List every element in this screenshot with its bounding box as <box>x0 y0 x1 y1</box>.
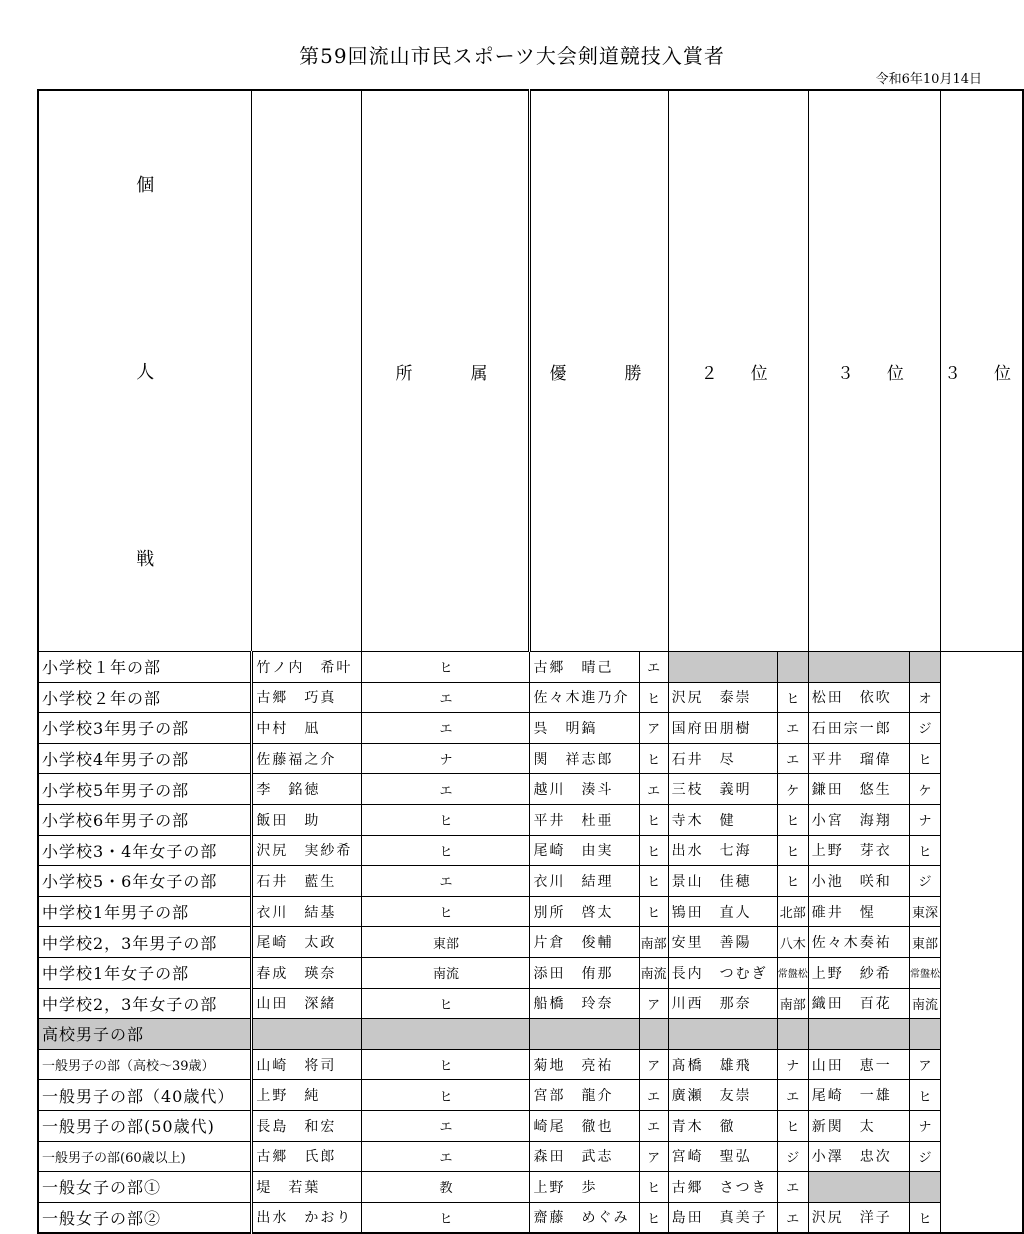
spacer-column <box>252 90 362 652</box>
side-label-char: 人 <box>136 361 155 383</box>
division-cell: 高校男子の部 <box>38 1019 252 1050</box>
third-a-name: 国府田朋樹 <box>668 713 777 744</box>
header-dept: 所 属 <box>362 90 530 652</box>
second-affiliation: ア <box>639 988 668 1019</box>
header-third-a: ３ 位 <box>808 90 940 652</box>
first-affiliation: ヒ <box>362 1049 530 1080</box>
third-b-name <box>808 652 909 683</box>
second-name: 添田 侑那 <box>530 957 639 988</box>
third-b-affiliation: 常盤松 <box>909 957 940 988</box>
side-label-char: 戦 <box>136 548 155 570</box>
header-first: 優 勝 <box>530 90 668 652</box>
third-a-name: 古郷 さつき <box>668 1172 777 1203</box>
table-row <box>38 896 1023 927</box>
second-name: 宮部 龍介 <box>530 1080 639 1111</box>
side-label <box>42 91 248 651</box>
second-affiliation: エ <box>639 1110 668 1141</box>
third-a-name <box>668 652 777 683</box>
third-a-name: 寺木 健 <box>668 804 777 835</box>
third-a-name: 沢尻 泰崇 <box>668 682 777 713</box>
first-name: 沢尻 実紗希 <box>252 835 362 866</box>
division-cell: 中学校2，3年女子の部 <box>38 988 252 1019</box>
table-row <box>38 1141 1023 1172</box>
third-a-name: 青木 徹 <box>668 1110 777 1141</box>
table-row <box>38 1019 1023 1050</box>
second-affiliation: エ <box>639 774 668 805</box>
third-b-affiliation: ジ <box>909 1141 940 1172</box>
second-name: 平井 杜亜 <box>530 804 639 835</box>
first-affiliation: エ <box>362 713 530 744</box>
third-b-name: 新関 太 <box>808 1110 909 1141</box>
second-affiliation: エ <box>639 1080 668 1111</box>
third-b-affiliation: 東深 <box>909 896 940 927</box>
division-cell: 一般男子の部（高校～39歳） <box>38 1049 252 1080</box>
third-b-name: 小澤 忠次 <box>808 1141 909 1172</box>
division-cell: 一般男子の部（40歳代） <box>38 1080 252 1111</box>
event-date: 令和6年10月14日 <box>875 72 982 87</box>
division-cell: 小学校１年の部 <box>38 652 252 683</box>
first-affiliation <box>362 1019 530 1050</box>
third-a-affiliation: エ <box>777 1202 808 1233</box>
first-name <box>252 1019 362 1050</box>
third-a-affiliation: 常盤松 <box>777 957 808 988</box>
third-b-affiliation: ジ <box>909 866 940 897</box>
third-b-affiliation <box>909 1019 940 1050</box>
first-name: 春成 瑛奈 <box>252 957 362 988</box>
division-cell: 小学校２年の部 <box>38 682 252 713</box>
third-b-name: 小池 咲和 <box>808 866 909 897</box>
third-b-name: 沢尻 洋子 <box>808 1202 909 1233</box>
third-a-name: 髙橋 雄飛 <box>668 1049 777 1080</box>
second-name: 呉 明鎬 <box>530 713 639 744</box>
second-affiliation: ア <box>639 713 668 744</box>
page-title: 第59回流山市民スポーツ大会剣道競技入賞者 <box>299 44 725 68</box>
third-a-affiliation: エ <box>777 1172 808 1203</box>
third-b-name: 尾崎 一雄 <box>808 1080 909 1111</box>
first-name: 佐藤福之介 <box>252 743 362 774</box>
third-b-affiliation: ジ <box>909 713 940 744</box>
third-b-affiliation: ナ <box>909 804 940 835</box>
header-second: ２ 位 <box>668 90 808 652</box>
first-name: 石井 藍生 <box>252 866 362 897</box>
third-b-affiliation: ア <box>909 1049 940 1080</box>
division-cell: 小学校3・4年女子の部 <box>38 835 252 866</box>
first-affiliation: ヒ <box>362 804 530 835</box>
first-name: 中村 凪 <box>252 713 362 744</box>
division-cell: 中学校1年女子の部 <box>38 957 252 988</box>
second-name: 関 祥志郎 <box>530 743 639 774</box>
second-name: 佐々木進乃介 <box>530 682 639 713</box>
table-row <box>38 743 1023 774</box>
third-b-affiliation <box>909 652 940 683</box>
third-a-affiliation: ヒ <box>777 866 808 897</box>
third-a-name: 宮崎 聖弘 <box>668 1141 777 1172</box>
third-a-affiliation: ヒ <box>777 835 808 866</box>
first-name: 堤 若葉 <box>252 1172 362 1203</box>
third-b-name: 佐々木奏祐 <box>808 927 909 958</box>
first-name: 山崎 将司 <box>252 1049 362 1080</box>
third-a-affiliation <box>777 652 808 683</box>
first-affiliation: ヒ <box>362 835 530 866</box>
division-cell: 小学校6年男子の部 <box>38 804 252 835</box>
division-cell: 中学校1年男子の部 <box>38 896 252 927</box>
first-name: 山田 深緒 <box>252 988 362 1019</box>
third-a-name: 鴇田 直人 <box>668 896 777 927</box>
results-table <box>37 89 1024 1234</box>
third-b-name: 石田宗一郎 <box>808 713 909 744</box>
table-row <box>38 1110 1023 1141</box>
second-affiliation: ヒ <box>639 866 668 897</box>
third-a-affiliation: ヒ <box>777 804 808 835</box>
third-b-name: 鎌田 悠生 <box>808 774 909 805</box>
third-a-name: 長内 つむぎ <box>668 957 777 988</box>
third-a-name: 廣瀬 友崇 <box>668 1080 777 1111</box>
third-a-affiliation: ヒ <box>777 682 808 713</box>
division-cell: 小学校5・6年女子の部 <box>38 866 252 897</box>
second-affiliation: エ <box>639 652 668 683</box>
second-name: 上野 歩 <box>530 1172 639 1203</box>
first-affiliation: ヒ <box>362 652 530 683</box>
division-cell: 一般男子の部(60歳以上) <box>38 1141 252 1172</box>
first-name: 李 銘徳 <box>252 774 362 805</box>
third-a-affiliation: エ <box>777 743 808 774</box>
table-row <box>38 1080 1023 1111</box>
third-b-name: 上野 紗希 <box>808 957 909 988</box>
division-cell: 中学校2，3年男子の部 <box>38 927 252 958</box>
third-b-affiliation: オ <box>909 682 940 713</box>
third-b-name: 織田 百花 <box>808 988 909 1019</box>
first-affiliation: ヒ <box>362 1080 530 1111</box>
second-affiliation: ア <box>639 1049 668 1080</box>
first-name: 出水 かおり <box>252 1202 362 1233</box>
first-name: 上野 純 <box>252 1080 362 1111</box>
second-affiliation: ヒ <box>639 804 668 835</box>
third-a-affiliation: エ <box>777 713 808 744</box>
third-a-affiliation: 北部 <box>777 896 808 927</box>
third-a-name: 出水 七海 <box>668 835 777 866</box>
second-name: 別所 啓太 <box>530 896 639 927</box>
first-affiliation: 教 <box>362 1172 530 1203</box>
second-name: 森田 武志 <box>530 1141 639 1172</box>
first-affiliation: エ <box>362 1110 530 1141</box>
first-name: 古郷 巧真 <box>252 682 362 713</box>
first-affiliation: ヒ <box>362 896 530 927</box>
first-affiliation: ヒ <box>362 1202 530 1233</box>
table-row <box>38 957 1023 988</box>
second-name <box>530 1019 639 1050</box>
first-name: 衣川 結基 <box>252 896 362 927</box>
second-affiliation <box>639 1019 668 1050</box>
third-a-affiliation: ジ <box>777 1141 808 1172</box>
third-b-affiliation: ヒ <box>909 835 940 866</box>
table-row <box>38 1172 1023 1203</box>
table-row <box>38 988 1023 1019</box>
third-b-affiliation: ヒ <box>909 743 940 774</box>
second-name: 衣川 結理 <box>530 866 639 897</box>
third-a-affiliation: 八木 <box>777 927 808 958</box>
third-b-name <box>808 1172 909 1203</box>
header-third-b: ３ 位 <box>941 90 1024 652</box>
third-a-affiliation: エ <box>777 1080 808 1111</box>
table-row <box>38 1049 1023 1080</box>
first-affiliation: エ <box>362 1141 530 1172</box>
table-row <box>38 835 1023 866</box>
third-a-name: 安里 善陽 <box>668 927 777 958</box>
first-affiliation: ナ <box>362 743 530 774</box>
table-row <box>38 866 1023 897</box>
third-a-affiliation: ヒ <box>777 1110 808 1141</box>
second-affiliation: ヒ <box>639 896 668 927</box>
third-a-affiliation: 南部 <box>777 988 808 1019</box>
third-a-affiliation: ケ <box>777 774 808 805</box>
second-affiliation: ヒ <box>639 743 668 774</box>
division-cell: 小学校3年男子の部 <box>38 713 252 744</box>
second-affiliation: ヒ <box>639 1172 668 1203</box>
third-a-affiliation <box>777 1019 808 1050</box>
third-b-affiliation <box>909 1172 940 1203</box>
second-affiliation: 南流 <box>639 957 668 988</box>
third-b-name <box>808 1019 909 1050</box>
third-a-name: 島田 真美子 <box>668 1202 777 1233</box>
first-name: 古郷 氏郎 <box>252 1141 362 1172</box>
first-name: 飯田 助 <box>252 804 362 835</box>
table-row <box>38 1202 1023 1233</box>
division-cell: 小学校5年男子の部 <box>38 774 252 805</box>
division-cell: 小学校4年男子の部 <box>38 743 252 774</box>
second-affiliation: 南部 <box>639 927 668 958</box>
second-affiliation: ア <box>639 1141 668 1172</box>
first-affiliation: エ <box>362 774 530 805</box>
side-label-cell <box>38 90 252 652</box>
third-b-name: 山田 恵一 <box>808 1049 909 1080</box>
third-a-name: 石井 尽 <box>668 743 777 774</box>
header-row <box>38 90 1023 652</box>
third-a-name <box>668 1019 777 1050</box>
third-b-affiliation: ケ <box>909 774 940 805</box>
third-b-name: 小宮 海翔 <box>808 804 909 835</box>
third-b-affiliation: ナ <box>909 1110 940 1141</box>
third-b-affiliation: 東部 <box>909 927 940 958</box>
second-name: 尾崎 由実 <box>530 835 639 866</box>
first-affiliation: エ <box>362 682 530 713</box>
first-name: 尾崎 太政 <box>252 927 362 958</box>
third-b-name: 上野 芽衣 <box>808 835 909 866</box>
first-name: 長島 和宏 <box>252 1110 362 1141</box>
table-row <box>38 804 1023 835</box>
third-b-name: 平井 瑠偉 <box>808 743 909 774</box>
third-b-name: 碓井 惺 <box>808 896 909 927</box>
division-cell: 一般女子の部① <box>38 1172 252 1203</box>
division-cell: 一般女子の部② <box>38 1202 252 1233</box>
second-name: 菊地 亮祐 <box>530 1049 639 1080</box>
third-b-affiliation: 南流 <box>909 988 940 1019</box>
table-row <box>38 774 1023 805</box>
first-affiliation: エ <box>362 866 530 897</box>
third-b-affiliation: ヒ <box>909 1202 940 1233</box>
third-a-name: 景山 佳穂 <box>668 866 777 897</box>
side-label-char: 個 <box>136 175 155 197</box>
second-name: 越川 湊斗 <box>530 774 639 805</box>
first-affiliation: 南流 <box>362 957 530 988</box>
second-affiliation: ヒ <box>639 1202 668 1233</box>
second-name: 齋藤 めぐみ <box>530 1202 639 1233</box>
second-affiliation: ヒ <box>639 835 668 866</box>
table-row <box>38 652 1023 683</box>
third-a-name: 川西 那奈 <box>668 988 777 1019</box>
first-name: 竹ノ内 希叶 <box>252 652 362 683</box>
second-name: 片倉 俊輔 <box>530 927 639 958</box>
second-affiliation: ヒ <box>639 682 668 713</box>
second-name: 古郷 晴己 <box>530 652 639 683</box>
third-a-name: 三枝 義明 <box>668 774 777 805</box>
table-row <box>38 713 1023 744</box>
third-b-affiliation: ヒ <box>909 1080 940 1111</box>
first-affiliation: 東部 <box>362 927 530 958</box>
division-cell: 一般男子の部(50歳代) <box>38 1110 252 1141</box>
second-name: 崎尾 徹也 <box>530 1110 639 1141</box>
table-row <box>38 682 1023 713</box>
third-a-affiliation: ナ <box>777 1049 808 1080</box>
table-row <box>38 927 1023 958</box>
third-b-name: 松田 依吹 <box>808 682 909 713</box>
second-name: 船橋 玲奈 <box>530 988 639 1019</box>
first-affiliation: ヒ <box>362 988 530 1019</box>
